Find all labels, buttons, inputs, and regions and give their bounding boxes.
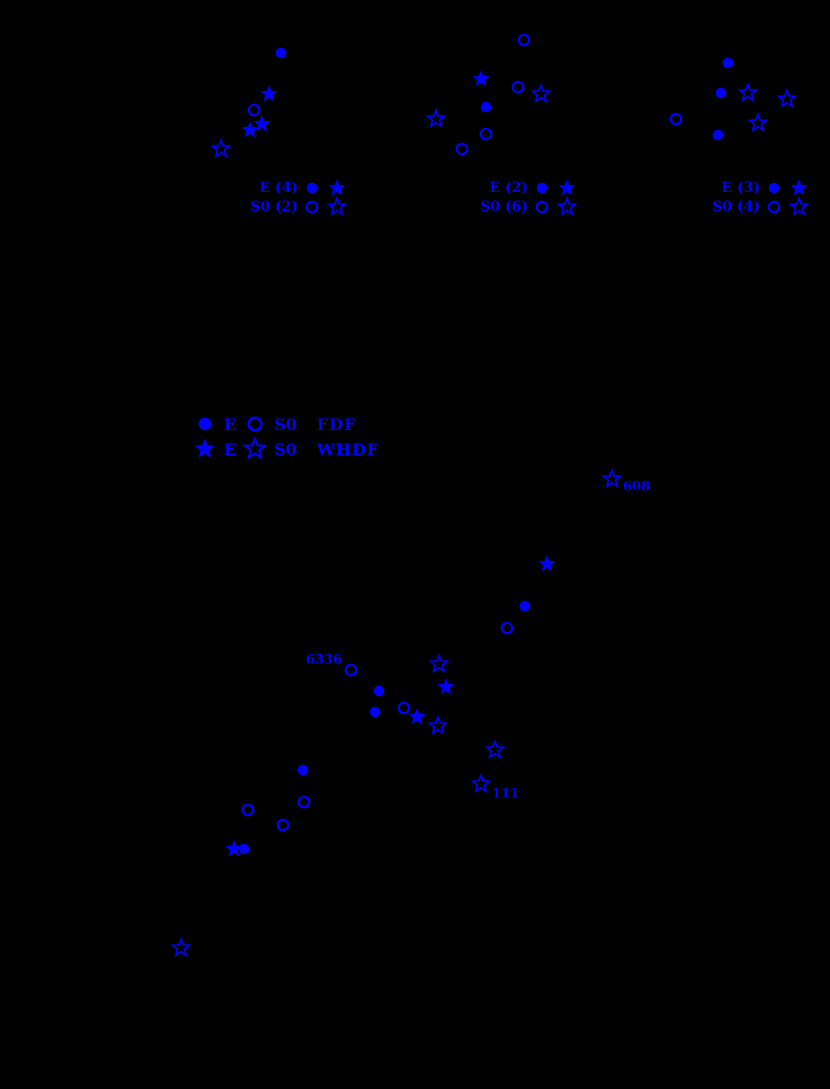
open-circle-marker: [519, 35, 529, 45]
e-count-text: E (3): [721, 180, 760, 196]
filled-circle-marker: [537, 183, 548, 194]
filled-star-marker: [260, 85, 277, 101]
filled-circle-marker: [520, 601, 531, 612]
legend-e-label: E: [224, 439, 237, 459]
open-star-marker: [430, 717, 447, 733]
e-count-text: E (2): [489, 180, 528, 196]
filled-circle-marker: [307, 183, 318, 194]
filled-circle-icon: [192, 411, 218, 437]
s0-count-text: S0 (2): [250, 199, 298, 215]
open-circle-marker: [249, 105, 259, 115]
filled-circle-marker: [276, 48, 287, 59]
open-circle-icon: [242, 411, 268, 437]
open-star-icon: [326, 196, 348, 218]
point-label-111: 111: [492, 786, 520, 802]
panel2-s0-count-row: [480, 196, 578, 218]
open-star-marker: [740, 84, 757, 100]
open-circle-marker: [299, 797, 309, 807]
e-count-text: E (4): [259, 180, 298, 196]
open-star-marker: [431, 655, 448, 671]
open-circle-icon: [301, 196, 323, 218]
open-circle-marker: [481, 129, 491, 139]
filled-star-marker: [538, 555, 555, 571]
open-circle-marker: [502, 623, 512, 633]
filled-circle-marker: [769, 183, 780, 194]
filled-circle-marker: [723, 58, 734, 69]
filled-star-icon: [192, 436, 218, 462]
legend-row-whdf: [192, 436, 379, 462]
legend-row-fdf: [192, 411, 356, 437]
open-circle-icon: [763, 196, 785, 218]
filled-star-marker: [472, 70, 489, 86]
filled-star-marker: [328, 179, 345, 195]
open-circle-marker: [243, 805, 253, 815]
open-circle-marker: [307, 202, 317, 212]
point-label-6336: 6336: [305, 652, 342, 668]
filled-circle-marker: [239, 844, 250, 855]
open-star-marker: [533, 85, 550, 101]
filled-star-marker: [790, 179, 807, 195]
filled-circle-marker: [716, 88, 727, 99]
legend-e-label: E: [224, 414, 237, 434]
legend-survey-fdf: FDF: [316, 414, 357, 434]
filled-circle-marker: [298, 765, 309, 776]
open-star-marker: [779, 90, 796, 106]
open-star-icon: [788, 196, 810, 218]
open-circle-marker: [249, 418, 261, 430]
open-star-marker: [329, 198, 346, 214]
open-star-marker: [559, 198, 576, 214]
filled-star-marker: [241, 121, 258, 137]
filled-circle-marker: [481, 102, 492, 113]
filled-circle-marker: [713, 130, 724, 141]
filled-star-marker: [408, 708, 425, 724]
open-star-marker: [487, 741, 504, 757]
open-star-icon: [242, 436, 268, 462]
open-star-icon: [556, 196, 578, 218]
filled-star-marker: [558, 179, 575, 195]
open-star-marker: [428, 110, 445, 126]
open-star-marker: [750, 114, 767, 130]
open-circle-marker: [346, 665, 356, 675]
open-star-marker: [173, 939, 190, 955]
open-circle-marker: [513, 82, 523, 92]
panel1-s0-count-row: [250, 196, 348, 218]
open-circle-marker: [278, 820, 288, 830]
open-star-marker: [604, 470, 621, 486]
filled-circle-marker: [374, 686, 385, 697]
open-circle-marker: [769, 202, 779, 212]
open-star-marker: [213, 140, 230, 156]
filled-star-marker: [437, 678, 454, 694]
open-circle-marker: [537, 202, 547, 212]
open-circle-marker: [399, 703, 409, 713]
open-circle-marker: [671, 114, 681, 124]
point-label-608: 608: [623, 479, 651, 495]
s0-count-text: S0 (6): [480, 199, 528, 215]
open-circle-marker: [457, 144, 467, 154]
open-circle-icon: [531, 196, 553, 218]
legend-s0-label: S0: [274, 439, 297, 459]
open-star-marker: [473, 775, 490, 791]
legend-survey-whdf: WHDF: [316, 439, 380, 459]
filled-star-marker: [195, 438, 216, 458]
filled-circle-marker: [199, 418, 212, 431]
open-star-marker: [245, 439, 265, 458]
s0-count-text: S0 (4): [712, 199, 760, 215]
panel3-s0-count-row: [712, 196, 810, 218]
legend-s0-label: S0: [274, 414, 297, 434]
open-star-marker: [791, 198, 808, 214]
filled-circle-marker: [370, 707, 381, 718]
